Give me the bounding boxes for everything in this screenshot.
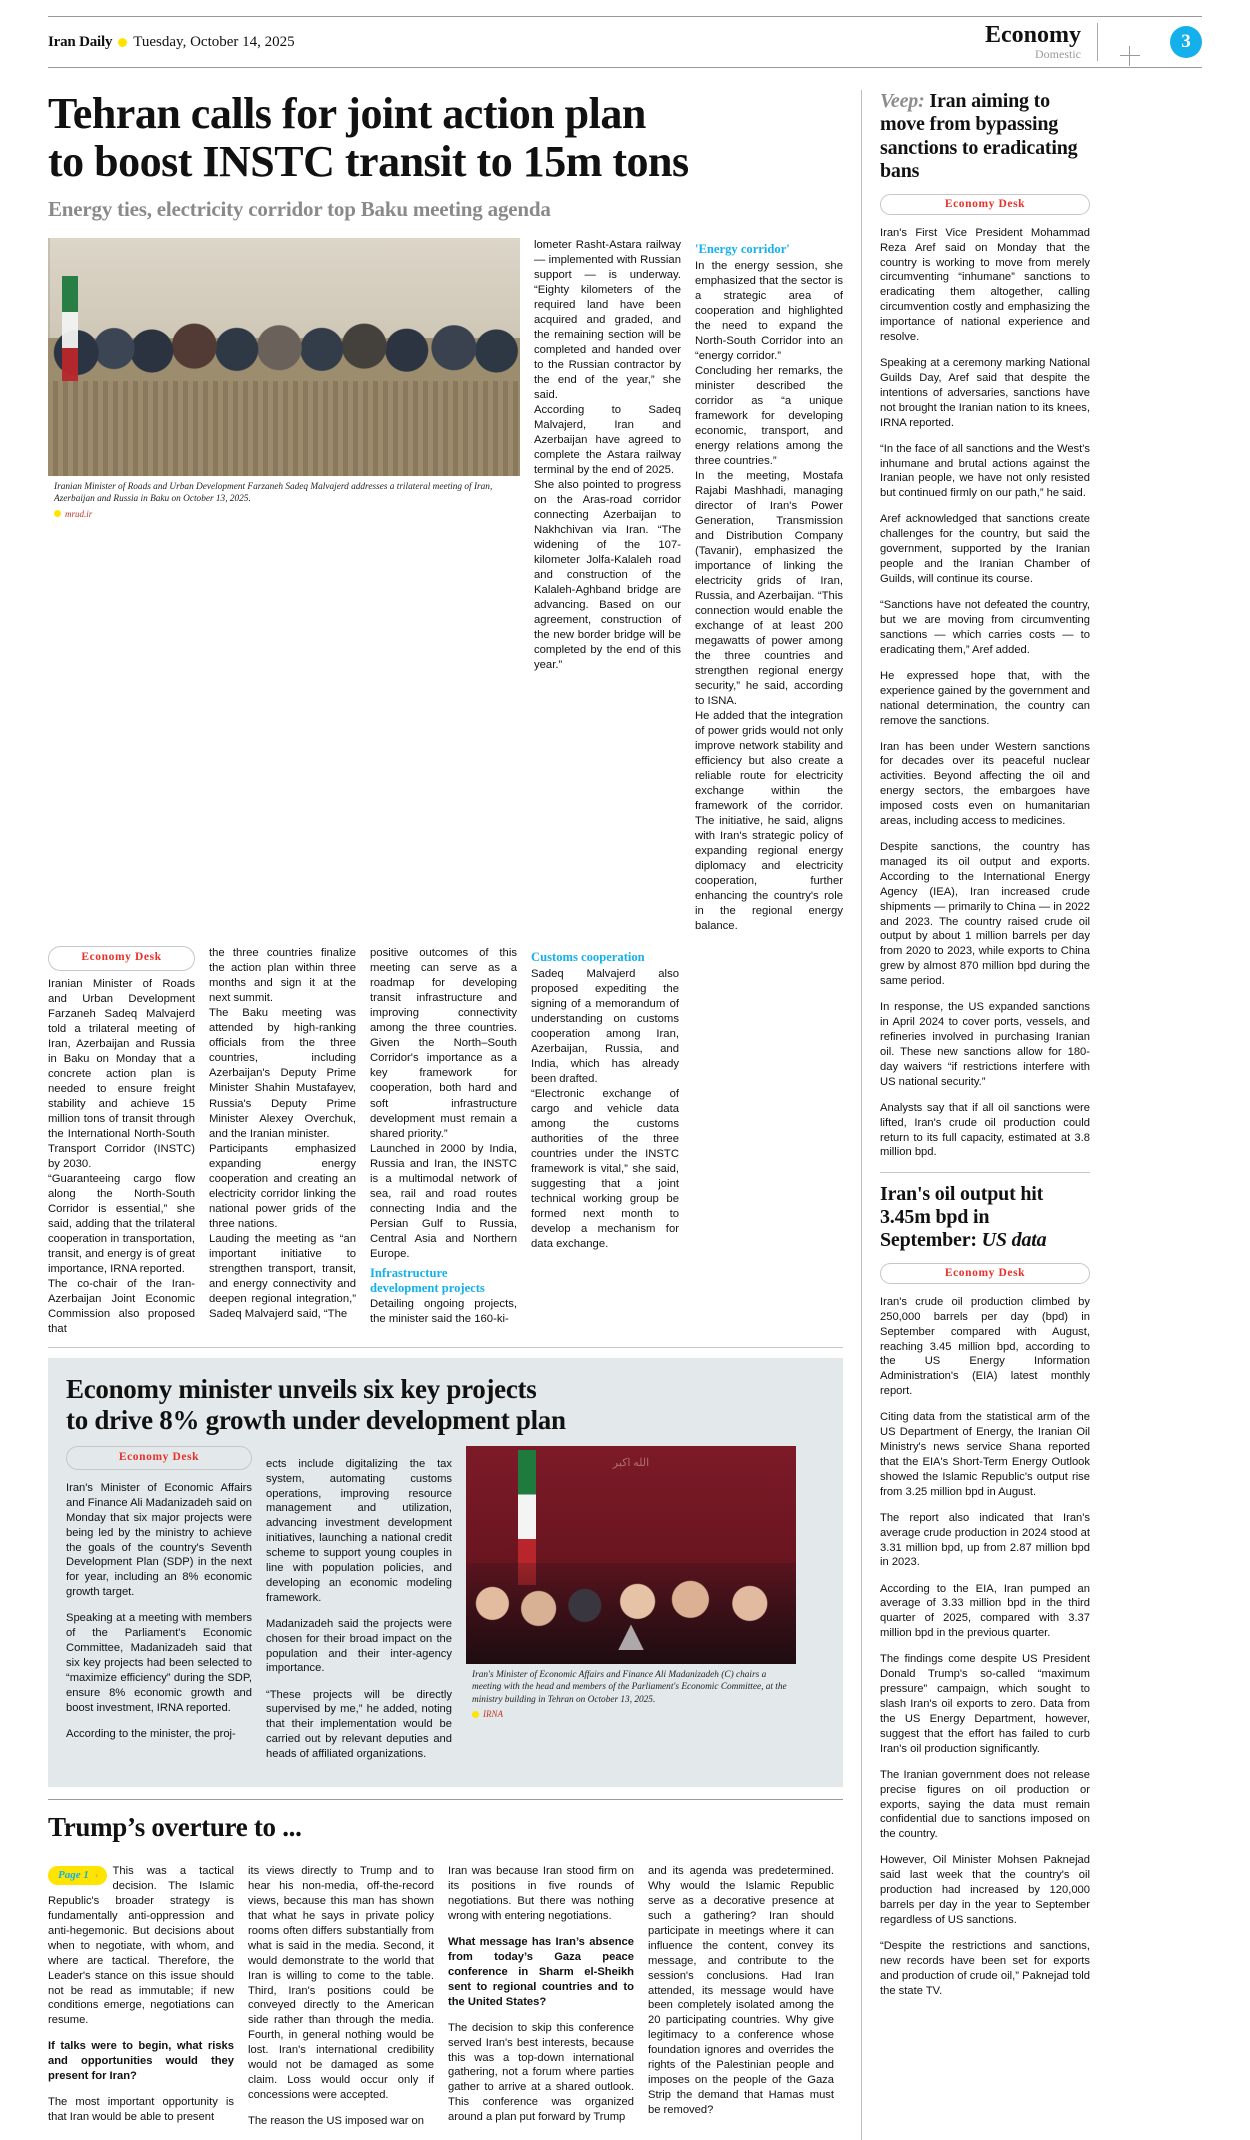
rail-bottom-p3: The report also indicated that Iran's average crude production in 2024 stood at 3.31 million bpd, up from 2.87 million bpd in 2023.: [880, 1511, 1090, 1569]
newspaper-page: [0, 16, 1250, 2127]
rail-bottom-desk-badge: Economy Desk: [880, 1263, 1090, 1284]
lead-headline-line2: to boost INSTC transit to 15m tons: [48, 137, 689, 187]
rail-top-headline-text: Iran aiming to move from bypassing sanctions to eradicating bans: [880, 90, 1078, 183]
masthead-left: [48, 34, 295, 51]
lead-col5-subhead: 'Energy corridor': [695, 241, 790, 256]
bottom-col1-text: This was a tactical decision. The Islamic Republic's broader strategy is fundamentally anti-oppression and anti-hegemonic. But decisions about when to negotiate, with whom, and where are tactical. Therefore, the Leader's stance on this issue should not be read as immutable; if new conditions emerge, negotiations can resume.: [48, 1865, 234, 2027]
rail-top-p6: He expressed hope that, with the experience gained by the government and national determination, the country can remove the sanctions.: [880, 669, 1090, 727]
vertical-divider: [861, 90, 862, 2140]
bottom-col1-p2: The most important opportunity is that Iran would be able to present: [48, 2096, 234, 2124]
bottom-col2-p1: its views directly to Trump and to hear his non-media, off-the-record views, because this man has shown that what he says in private policy rooms often differs substantially from what is said in the media. Second, it would demonstrate to the world that Iran is willing to come to the table. Third, Iran's positions could be conveyed directly to the American side rather than through the media. Fourth, in general nothing would be lost. Iran's international credibility would not be damaged as some claim. Loss would occur only if concessions were accepted.: [248, 1865, 434, 2101]
lead-photo-caption: Iranian Minister of Roads and Urban Development Farzaneh Sadeq Malvajerd addresses a trilateral meeting of Iran, Azerbaijan and Russia in Baku on October 13, 2025.: [48, 476, 520, 509]
lead-upper-columns: [534, 238, 843, 935]
lead-photo-credit-text: mrud.ir: [65, 508, 93, 519]
lead-col1: [48, 946, 195, 1337]
feature-photo-caption: Iran's Minister of Economic Affairs and Finance Ali Madanizadeh (C) chairs a meeting with the head and members of the Parliament's Economic Committee, at the ministry building in Tehran on October 13, 2025.: [472, 1669, 787, 1705]
lead-col4-p1: lometer Rasht-Astara railway — implemented with Russian support — is underway. “Eighty kilometers of the required land have been acquired and graded, and the remaining section will be completed and handed over to the Russian contractor by the end of the year,” she said.: [534, 238, 681, 401]
lead-col2-p2: The Baku meeting was attended by high-ranking officials from the three countries, including Azerbaijan's Deputy Prime Minister Shahin Mustafayev, Russia's Deputy Prime Minister Alexey Overchuk, and the Iranian minister.: [209, 1007, 356, 1140]
rail-bottom-p8: “Despite the restrictions and sanctions, new records have been set for exports and production of crude oil,” Paknejad told the state TV.: [880, 1940, 1090, 1997]
feature-col2-p2: Madanizadeh said the projects were chosen for their broad impact on the population and their inter-agency importance.: [266, 1617, 452, 1675]
lead-col3-subhead: Infrastructure development projects: [370, 1265, 485, 1295]
bottom-col2-p2: The reason the US imposed war on: [248, 2114, 424, 2127]
feature-col2: [266, 1446, 452, 1774]
credit-dot-icon: [472, 1711, 479, 1718]
lead-col5-p2: Concluding her remarks, the minister described the corridor as “a unique framework for developing economic, transport, and energy relations among the three countries.”: [695, 364, 843, 467]
right-rail: [880, 90, 1090, 2140]
publication-date: Tuesday, October 14, 2025: [133, 33, 295, 50]
lead-col2-p1: the three countries finalize the action plan within three months and sign it at the next summit.: [209, 947, 356, 1005]
yellow-dot-icon: [118, 38, 127, 47]
rail-top-p7: Iran has been under Western sanctions for decades over its peaceful nuclear activities. Beyond affecting the oil and energy sectors, the embargoes have imposed costs even on humanitarian areas, including access to medicines.: [880, 740, 1090, 828]
feature-headline: [66, 1374, 825, 1436]
feature-headline-line1: Economy minister unveils six key projects: [66, 1374, 537, 1404]
masthead: [48, 16, 1202, 68]
lead-col1-p3: The co-chair of the Iran-Azerbaijan Joint Economic Commission also proposed that: [48, 1277, 195, 1335]
left-zone: [48, 90, 843, 2140]
lead-desk-badge: Economy Desk: [48, 946, 195, 970]
bottom-col3-question: What message has Iran’s absence from today’s Gaza peace conference in Sharm el-Sheikh sent to regional countries and to the United States?: [448, 1936, 634, 2008]
rail-bottom-headline-plain: Iran's oil output hit 3.45m bpd in September:: [880, 1182, 1044, 1252]
section-title: Economy: [985, 22, 1081, 49]
divider-1: [48, 1347, 843, 1348]
lead-photo-credit: [48, 509, 520, 523]
feature-article: [48, 1358, 843, 1787]
lead-col5-upper: [695, 238, 843, 935]
rail-top-headline: [880, 90, 1090, 184]
lead-col4-upper: [534, 238, 681, 935]
publication-name: Iran Daily: [48, 33, 113, 50]
lead-col1-p2: “Guaranteeing cargo flow along the North-South Corridor is essential,” she said, adding that the trilateral cooperation in transportation, transit, and energy is of great importance, IRNA reported.: [48, 1172, 195, 1275]
lead-col4-p5: “Electronic exchange of cargo and vehicle data among the customs authorities of the three countries under the INSTC framework is vital,” she said, suggesting that a joint technical working group be formed next month to develop a mechanism for data exchange.: [531, 1088, 679, 1251]
bottom-columns: [48, 1853, 843, 2140]
bottom-headline: Trump’s overture to ...: [48, 1812, 302, 1843]
bottom-col2: [248, 1853, 434, 2140]
lead-col3-p2: Launched in 2000 by India, Russia and Iran, the INSTC is a multimodal network of sea, rail and road routes connecting India and the Persian Gulf to Russia, Central Asia and Northern Europe.: [370, 1142, 517, 1260]
feature-photo-credit-text: IRNA: [483, 1709, 503, 1720]
lead-col4-p4: Sadeq Malvajerd also proposed expediting the signing of a memorandum of understanding on customs cooperation among Iran, Azerbaijan, Russia, and India, which has already been drafted.: [531, 968, 679, 1086]
feature-col1-p3: According to the minister, the proj-: [66, 1727, 236, 1740]
bottom-col4: [648, 1853, 834, 2140]
lead-col5-p4: He added that the integration of power grids would not only improve network stability and efficiency but also create a reliable route for electricity exchange within the framework of the corridor. The initiative, he said, aligns with Iran's strategic policy of expanding regional energy diplomacy and electricity cooperation, further enhancing the country's role in the regional energy balance.: [695, 710, 843, 933]
feature-col2-p3: “These projects will be directly supervised by me,” he added, noting that their implementation would be carried out by relevant deputies and heads of affiliated organizations.: [266, 1688, 452, 1761]
masthead-right: [985, 17, 1202, 67]
lead-col4-p3: She also pointed to progress on the Aras-road corridor connecting Azerbaijan to Nakhchivan via Iran. “The widening of the 107-kilometer Jolfa-Kalaleh road and construction of the Kalaleh-Aghband bridge are advancing. Based on our agreement, construction of the new border bridge will be completed by the end of this year.”: [534, 479, 681, 672]
page-1-jump-label: Page 1: [58, 1869, 89, 1882]
rail-bottom-body: [880, 1295, 1090, 1999]
rail-top-p5: “Sanctions have not defeated the country, but we are moving from circumventing sanctions — which carries costs — to eradicating them,” Aref added.: [880, 599, 1090, 656]
feature-desk-badge: Economy Desk: [66, 1446, 252, 1470]
feature-photo-image: الله اکبر: [466, 1446, 796, 1664]
lead-photo-block: [48, 238, 520, 935]
lead-top-row: [48, 238, 843, 935]
rail-top-p10: Analysts say that if all oil sanctions were lifted, Iran's crude oil production could return to its full capacity, estimated at 3.8 million bpd.: [880, 1101, 1090, 1159]
bottom-col3-p2: The decision to skip this conference served Iran's best interests, because this was a top-down international gathering, not a forum where parties gather to arrive at a shared outlook. This conference was organized around a plan put forward by Trump: [448, 2021, 634, 2124]
feature-columns: [66, 1446, 825, 1774]
rail-top-p8: Despite sanctions, the country has managed its oil output and exports. According to the International Energy Agency (IEA), Iran increased crude shipments — primarily to China — in 2022 and 2023. The country raised crude oil output by about 1 million barrels per day from 2020 to 2023, while exports to China grew by almost 870 million bpd during the same period.: [880, 841, 1090, 988]
lead-photo: [48, 238, 520, 523]
feature-photo-block: [466, 1446, 796, 1774]
lead-col4-subhead: Customs cooperation: [531, 950, 645, 965]
bottom-col3: [448, 1853, 634, 2140]
page-number-badge: 3: [1170, 26, 1202, 58]
rail-top-p9: In response, the US expanded sanctions in April 2024 to cover ports, vessels, and refineries involved in purchasing Iranian oil. These new sanctions allow for 180-day waivers “if restrictions interfere with US national security.”: [880, 1001, 1090, 1088]
feature-photo: [466, 1446, 796, 1724]
page-1-jump-badge[interactable]: [48, 1866, 107, 1885]
rail-bottom-headline-italic: US data: [981, 1229, 1047, 1252]
rail-bottom-p1: Iran's crude oil production climbed by 250,000 barrels per day (bpd) in September compared with August, reaching 3.45 million bpd, according to the US Energy Information Administration's (EIA) latest monthly report.: [880, 1295, 1090, 1398]
rail-bottom-p6: The Iranian government does not release precise figures on oil production or exports, saying the data must remain confidential due to sanctions imposed on the country.: [880, 1768, 1090, 1841]
divider-2: [48, 1799, 843, 1800]
rail-bottom-headline: [880, 1183, 1090, 1253]
rail-top-p4: Aref acknowledged that sanctions create challenges for the country, but said the government, supported by the Iranian people and the Iranian Chamber of Guilds, will continue its course.: [880, 513, 1090, 586]
rail-top-body: [880, 226, 1090, 1161]
rail-top-p1: Iran's First Vice President Mohammad Reza Aref said on Monday that the country is working to move from merely circumventing “inhumane” sanctions to eradicating them altogether, calling circumvention costly and emphasizing the importance of national experience and resolve.: [880, 226, 1090, 343]
rail-top-kicker: Veep:: [880, 90, 925, 112]
lead-col2-p4: Lauding the meeting as “an important initiative to strengthen transport, transit, and energy connectivity and deepen regional integration,” Sadeq Malvajerd said, “The: [209, 1232, 356, 1320]
lead-headline-line1: Tehran calls for joint action plan: [48, 89, 646, 138]
bottom-col4-p1: and its agenda was predetermined. Why would the Islamic Republic serve as a decorative presence at such a gathering? Iran should participate in meetings where it can influence the content, convey its message, and contribute to the session's conclusions. Had Iran attended, its message would have been completely isolated among the 20 participating countries. Why give legitimacy to a conference whose foundation ignores and overrides the rights of the Palestinian people and imposes on the people of the Gaza Strip the demand that Hamas must be removed?: [648, 1865, 834, 2116]
rail-bottom-p5: The findings come despite US President Donald Trump's so-called “maximum pressure” campaign, which sought to slash Iran's oil exports to zero. Data from the US Energy Department, however, suggest that the effort has failed to curb Iran's oil production significantly.: [880, 1653, 1090, 1755]
bottom-col1-p1: [48, 1864, 234, 2028]
lead-col3-p1: positive outcomes of this meeting can serve as a roadmap for developing transit infrastructure and improving connectivity among the three countries. Given the North–South Corridor's importance as a key framework for cooperation, both hard and soft infrastructure development must remain a shared priority.”: [370, 947, 517, 1140]
feature-col2-p1: ects include digitalizing the tax system, automating customs operations, improving resource management and utilization, advancing investment development initiatives, launching a national credit scheme to support young couples in line with population policies, and developing an economic modeling framework.: [266, 1457, 452, 1604]
section-block: [985, 23, 1098, 61]
feature-col1-p1: Iran's Minister of Economic Affairs and Finance Ali Madanizadeh said on Monday that six major projects were being led by the ministry to achieve the goals of the country's Seventh Development Plan (SDP) in the next for year, including an 8% economic growth target.: [66, 1482, 252, 1599]
bottom-col1: [48, 1853, 234, 2140]
lead-col4-lower: [531, 946, 679, 1337]
bottom-col3-p1: Iran was because Iran stood firm on its positions in five rounds of negotiations. But there was nothing wrong with entering negotiations.: [448, 1865, 634, 1923]
divider-3: [880, 1172, 1090, 1173]
lead-col1-p1: Iranian Minister of Roads and Urban Development Farzaneh Sadeq Malvajerd told a trilateral meeting of Iran, Azerbaijan and Russia in Baku on Monday that a concrete action plan is needed to ensure freight stability and achieve 15 million tons of transit through the International North-South Transport Corridor (INSTC) by 2030.: [48, 977, 195, 1170]
lead-col4-p2: According to Sadeq Malvajerd, Iran and Azerbaijan have agreed to complete the Astara railway terminal by the end of 2025.: [534, 403, 681, 477]
lead-col3-p3: Detailing ongoing projects, the minister said the 160-ki-: [370, 1298, 517, 1326]
lead-headline: [48, 90, 843, 187]
rail-top-desk-badge: Economy Desk: [880, 194, 1090, 215]
credit-dot-icon: [54, 510, 61, 517]
rail-top-p3: “In the face of all sanctions and the West's inhumane and brutal actions against the Iranian people, we have not only resisted but continued firmly on our path,” he said.: [880, 442, 1090, 500]
section-subtitle: Domestic: [1035, 47, 1081, 62]
lead-col5-p1: In the energy session, she emphasized that the sector is a strategic area of cooperation and highlighted the need to expand the North-South Corridor into an “energy corridor.”: [695, 259, 843, 362]
rail-bottom-p7: However, Oil Minister Mohsen Paknejad said last week that the country's oil production had increased by 120,000 barrels per day in the year to September regardless of US sanctions.: [880, 1854, 1090, 1926]
lead-lower-columns: [48, 946, 843, 1337]
lead-col3: [370, 946, 517, 1337]
page-body: [48, 90, 1202, 2140]
bottom-col1-question: If talks were to begin, what risks and opportunities would they present for Iran?: [48, 2040, 234, 2083]
bottom-article: [48, 1812, 843, 2140]
lead-col2-p3: Participants emphasized expanding energy cooperation and creating an electricity corridor linking the national power grids of the three nations.: [209, 1142, 356, 1230]
rail-bottom-p2: Citing data from the statistical arm of the US Department of Energy, the Iranian Oil Ministry's news service Shana reported that the EIA's Short-Term Energy Outlook showed the Islamic Republic's output rise from 3.25 million bpd in August.: [880, 1411, 1090, 1498]
rail-bottom-p4: According to the EIA, Iran pumped an average of 3.33 million bpd in the third quarter of 2025, compared with 3.37 million bpd in the previous quarter.: [880, 1582, 1090, 1640]
rail-top-p2: Speaking at a ceremony marking National Guilds Day, Aref said that despite the intentions of adversaries, sanctions have not brought the Iranian nation to its knees, IRNA reported.: [880, 357, 1090, 429]
feature-col1-p2: Speaking at a meeting with members of the Parliament's Economic Committee, Madanizadeh said that six key projects had been selected to “maximize efficiency” during the SDP, ensure 8% economic growth and boost investment, IRNA reported.: [66, 1612, 252, 1714]
feature-photo-credit: [466, 1709, 796, 1723]
feature-col1: [66, 1446, 252, 1774]
lead-subheadline: Energy ties, electricity corridor top Baku meeting agenda: [48, 196, 551, 221]
lead-photo-image: [48, 238, 520, 476]
chevron-right-icon: ›: [94, 1869, 99, 1882]
lead-col5-p3: In the meeting, Mostafa Rajabi Mashhadi, managing director of Iran's Power Generation, Transmission and Distribution Company (Tavanir), emphasized the importance of linking the electricity grids of Iran, Russia, and Azerbaijan. “This connection would enable the exchange of at least 200 megawatts of power among the three countries and strengthen regional energy security,” he said, according to ISNA.: [695, 469, 843, 708]
feature-headline-line2: to drive 8% growth under development plan: [66, 1404, 566, 1435]
lead-col2: [209, 946, 356, 1337]
